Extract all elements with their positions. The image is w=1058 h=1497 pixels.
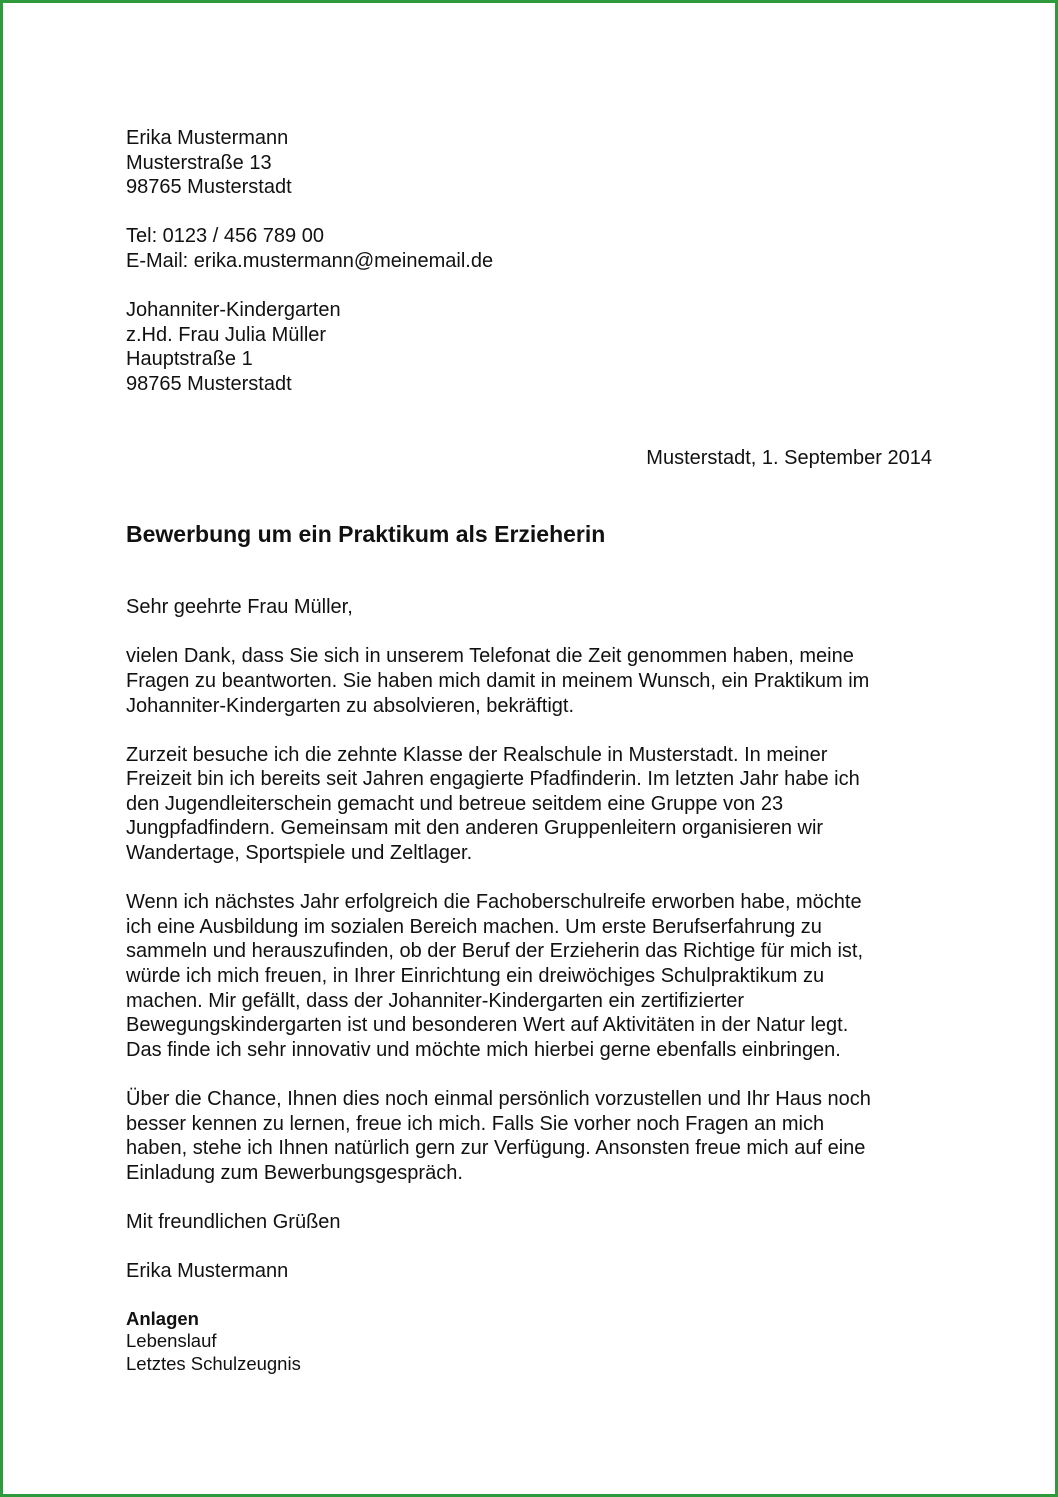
recipient-street: Hauptstraße 1 xyxy=(126,348,253,371)
sender-name: Erika Mustermann xyxy=(126,127,289,149)
salutation: Sehr geehrte Frau Müller, xyxy=(126,596,353,619)
sender-phone: Tel: 0123 / 456 789 00 xyxy=(126,225,324,248)
attachments-title: Anlagen xyxy=(126,1307,199,1329)
signature: Erika Mustermann xyxy=(126,1260,289,1283)
recipient-attention: z.Hd. Frau Julia Müller xyxy=(126,323,327,346)
attachment-item: Letztes Schulzeugnis xyxy=(126,1352,301,1374)
letter xyxy=(126,126,932,1375)
paragraph-4: Über die Chance, Ihnen dies noch einmal persönlich vorzustellen und Ihr Haus noch besser kennen zu lernen, freue ich mich. Falls Sie vorher noch Fragen an mich haben, stehe ich Ihnen natürlich gern zur Verfügung. Ansonsten freue mich auf eine Einladung zum Bewerbungsgespräch. xyxy=(126,1088,871,1184)
paragraph-1: vielen Dank, dass Sie sich in unserem Telefonat die Zeit genommen haben, meine Fragen zu beantworten. Sie haben mich damit in meinem Wunsch, ein Praktikum im Johanniter-Kindergarten zu absolvieren, bekräftigt. xyxy=(126,645,870,717)
paragraph-3: Wenn ich nächstes Jahr erfolgreich die Fachoberschulreife erworben habe, möchte ich eine Ausbildung im sozialen Bereich machen. Um erste Berufserfahrung zu sammeln und herauszufinden, ob der Beruf der Erzieherin das Richtige für mich ist, würde ich mich freuen, in Ihrer Einrichtung ein dreiwöchiges Schulpraktikum zu machen. Mir gefällt, dass der Johanniter-Kindergarten ein zertifizierter Bewegungskindergarten ist und besonderen Wert auf Aktivitäten in der Natur legt. Das finde ich sehr innovativ und möchte mich hierbei gerne ebenfalls einbringen. xyxy=(126,891,864,1061)
sender-email: E-Mail: erika.mustermann@meinemail.de xyxy=(126,249,494,272)
sender-address xyxy=(126,126,932,200)
recipient-city: 98765 Musterstadt xyxy=(126,372,292,395)
sender-city: 98765 Musterstadt xyxy=(126,176,292,199)
attachments xyxy=(126,1308,932,1376)
letter-subject: Bewerbung um ein Praktikum als Erzieherin xyxy=(126,521,606,548)
sender-street: Musterstraße 13 xyxy=(126,151,272,174)
letter-date: Musterstadt, 1. September 2014 xyxy=(646,446,932,469)
attachment-item: Lebenslauf xyxy=(126,1330,217,1352)
recipient-org: Johanniter-Kindergarten xyxy=(126,299,341,322)
recipient-address xyxy=(126,298,932,396)
paragraph-2: Zurzeit besuche ich die zehnte Klasse der Realschule in Musterstadt. In meiner Freizeit bin ich bereits seit Jahren engagierte Pfadfinderin. Im letzten Jahr habe ich den Jugendleiterschein gemacht und betreue seitdem eine Gruppe von 23 Jungpfadfindern. Gemeinsam mit den anderen Gruppenleitern organisieren wir Wandertage, Sportspiele und Zeltlager. xyxy=(126,743,860,865)
sender-contact xyxy=(126,224,932,273)
closing: Mit freundlichen Grüßen xyxy=(126,1210,341,1233)
